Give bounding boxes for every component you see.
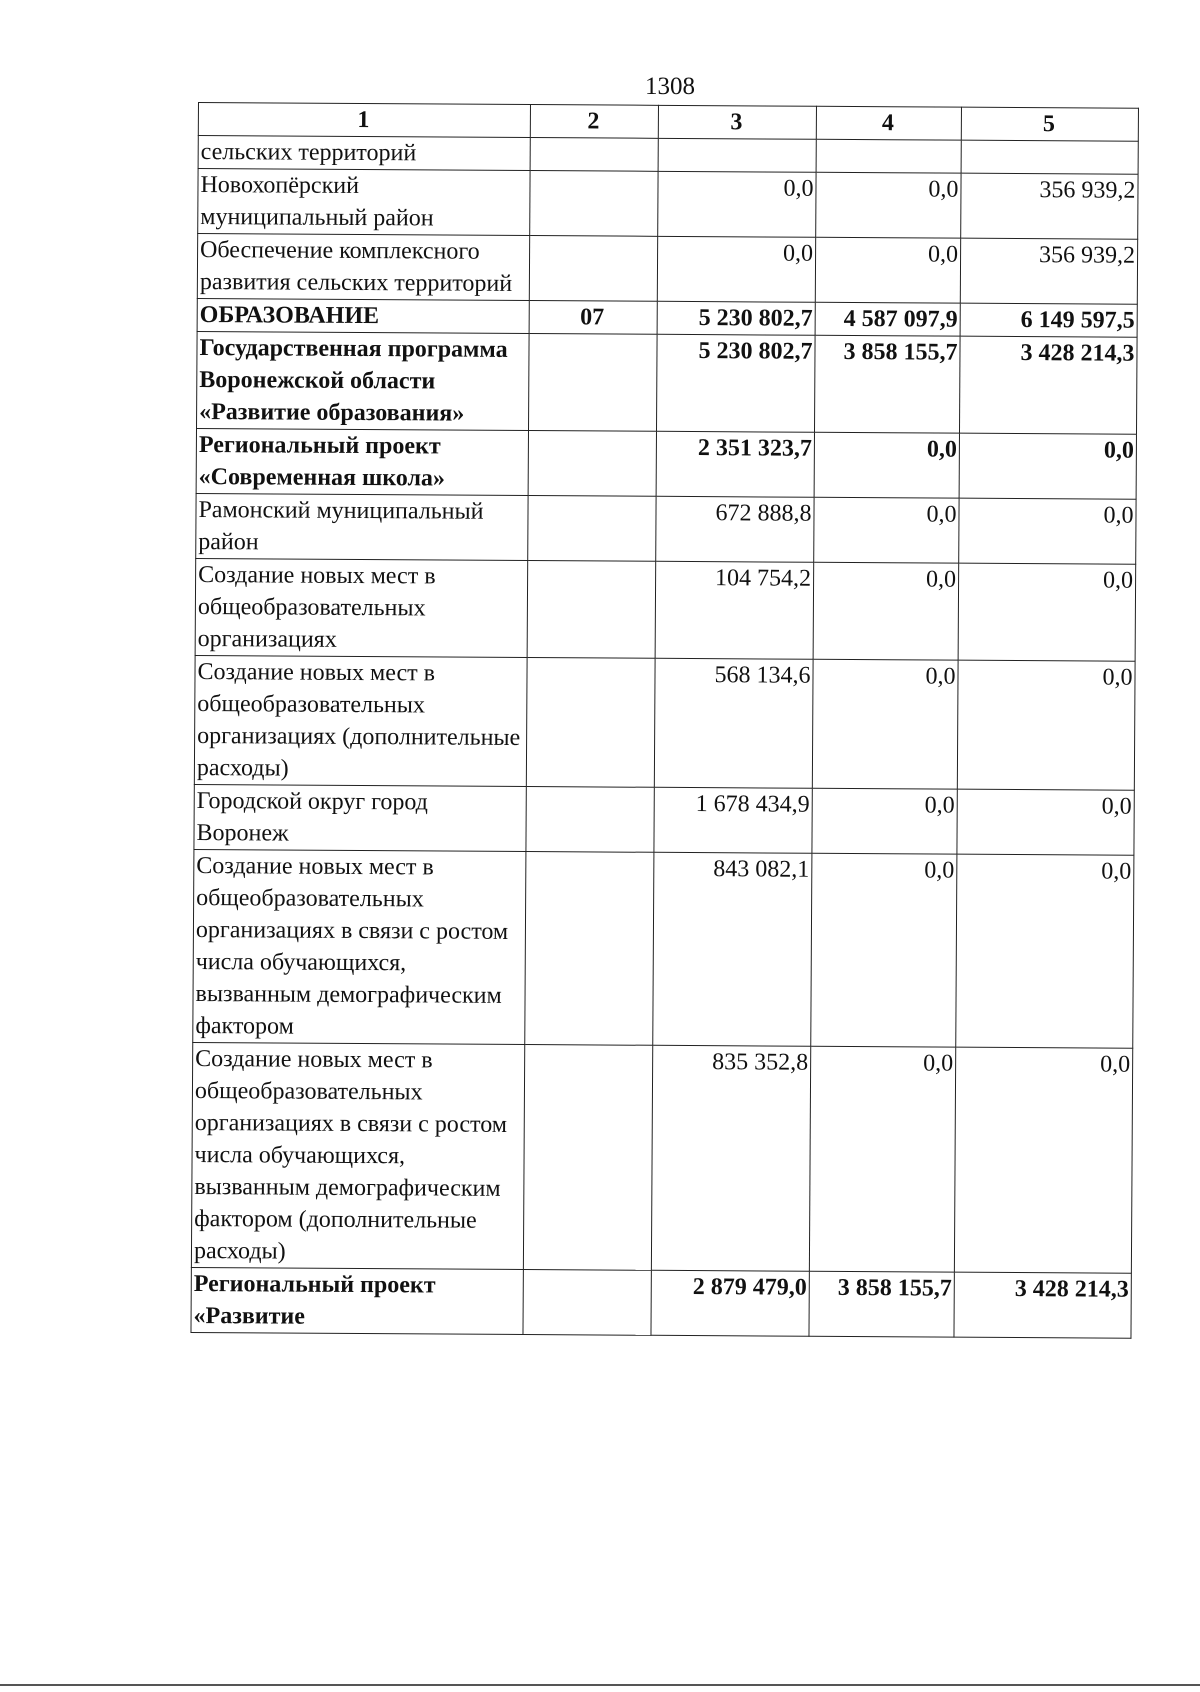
table-row — [194, 655, 1135, 790]
row-value-col5: 356 939,2 — [961, 173, 1138, 239]
table-row — [193, 849, 1134, 1048]
row-code-cell — [527, 561, 656, 659]
table-row — [196, 493, 1136, 564]
page-number: 1308 — [645, 73, 695, 100]
column-header: 5 — [961, 107, 1138, 141]
row-value-col3: 0,0 — [657, 236, 815, 302]
column-header: 4 — [816, 106, 961, 140]
row-value-col5: 356 939,2 — [960, 238, 1137, 304]
table-row — [195, 558, 1136, 661]
table-row — [197, 298, 1137, 337]
row-code-cell — [529, 236, 657, 302]
row-code-cell — [528, 431, 656, 497]
row-name-cell: Создание новых мест в общеобразовательных организациях (дополнительные расходы) — [194, 655, 527, 786]
table-row — [191, 1042, 1132, 1273]
row-value-col4: 4 587 097,9 — [815, 302, 960, 336]
row-value-col3: 104 754,2 — [655, 561, 814, 659]
row-name-cell: Региональный проект «Современная школа» — [196, 428, 528, 495]
page-bottom-rule — [0, 1684, 1200, 1686]
row-code-cell: 07 — [529, 301, 657, 335]
row-value-col4: 0,0 — [811, 853, 957, 1047]
row-value-col4: 0,0 — [813, 562, 959, 660]
table-row — [196, 428, 1136, 499]
table-body — [191, 136, 1138, 1339]
row-value-col4: 0,0 — [814, 497, 959, 563]
row-value-col5: 0,0 — [957, 789, 1134, 855]
row-name-cell: ОБРАЗОВАНИЕ — [197, 298, 529, 333]
row-value-col4: 3 858 155,7 — [809, 1271, 954, 1337]
row-value-col4: 0,0 — [816, 172, 961, 238]
table-row — [197, 331, 1138, 434]
column-header: 3 — [658, 105, 816, 139]
table-row — [194, 784, 1134, 855]
row-value-col3: 1 678 434,9 — [654, 787, 812, 853]
row-value-col5: 0,0 — [954, 1047, 1132, 1273]
row-value-col3: 568 134,6 — [654, 658, 813, 788]
row-name-cell: Новохопёрский муниципальный район — [198, 169, 530, 236]
row-name-cell: Рамонский муниципальный район — [196, 493, 528, 560]
row-code-cell — [528, 496, 656, 562]
row-value-col5: 0,0 — [956, 854, 1134, 1048]
row-code-cell — [523, 1045, 652, 1271]
row-value-col5: 0,0 — [958, 563, 1136, 661]
row-code-cell — [526, 787, 654, 853]
row-code-cell — [530, 138, 658, 172]
row-name-cell: Городской округ город Воронеж — [194, 784, 526, 851]
row-value-col3: 835 352,8 — [651, 1045, 810, 1271]
row-value-col4: 3 858 155,7 — [814, 335, 960, 433]
budget-table — [190, 102, 1139, 1339]
row-value-col5: 3 428 214,3 — [954, 1272, 1131, 1338]
row-code-cell — [523, 1270, 651, 1336]
row-value-col3: 0,0 — [658, 171, 816, 237]
row-code-cell — [530, 171, 658, 237]
row-value-col3 — [658, 138, 816, 172]
row-name-cell: сельских территорий — [198, 136, 530, 171]
row-value-col4 — [816, 139, 961, 173]
row-value-col5: 0,0 — [959, 498, 1136, 564]
row-value-col4: 0,0 — [812, 788, 957, 854]
table-row — [198, 136, 1138, 175]
row-code-cell — [528, 334, 657, 432]
table-row — [198, 169, 1138, 240]
row-value-col3: 2 351 323,7 — [656, 431, 814, 497]
table-row — [197, 234, 1137, 305]
row-value-col5: 0,0 — [959, 433, 1136, 499]
row-name-cell: Создание новых мест в общеобразовательных организациях в связи с ростом числа обучающихся, вызванным демографическим фактором — [193, 849, 526, 1044]
row-name-cell: Региональный проект «Развитие — [191, 1267, 523, 1334]
row-value-col5: 0,0 — [957, 660, 1135, 790]
column-header: 1 — [198, 103, 530, 138]
row-value-col5: 6 149 597,5 — [960, 303, 1137, 337]
row-name-cell: Государственная программа Воронежской области «Развитие образования» — [197, 331, 530, 430]
row-value-col3: 5 230 802,7 — [656, 334, 815, 432]
row-value-col3: 5 230 802,7 — [657, 301, 815, 335]
row-value-col4: 0,0 — [814, 432, 959, 498]
row-value-col4: 0,0 — [815, 237, 960, 303]
row-value-col3: 672 888,8 — [656, 496, 814, 562]
row-name-cell: Обеспечение комплексного развития сельских территорий — [197, 234, 529, 301]
row-code-cell — [525, 852, 654, 1046]
row-name-cell: Создание новых мест в общеобразовательных организациях в связи с ростом числа обучающихся, вызванным демографическим фактором (дополнительные расходы) — [191, 1042, 524, 1269]
row-value-col4: 0,0 — [809, 1046, 955, 1272]
row-value-col3: 2 879 479,0 — [651, 1270, 809, 1336]
row-value-col3: 843 082,1 — [653, 852, 812, 1046]
row-value-col5: 3 428 214,3 — [959, 336, 1137, 434]
table-row — [191, 1267, 1131, 1338]
column-header: 2 — [530, 105, 658, 139]
row-value-col4: 0,0 — [812, 659, 958, 789]
row-name-cell: Создание новых мест в общеобразовательных организациях — [195, 558, 528, 657]
row-code-cell — [526, 658, 655, 788]
row-value-col5 — [961, 140, 1138, 174]
